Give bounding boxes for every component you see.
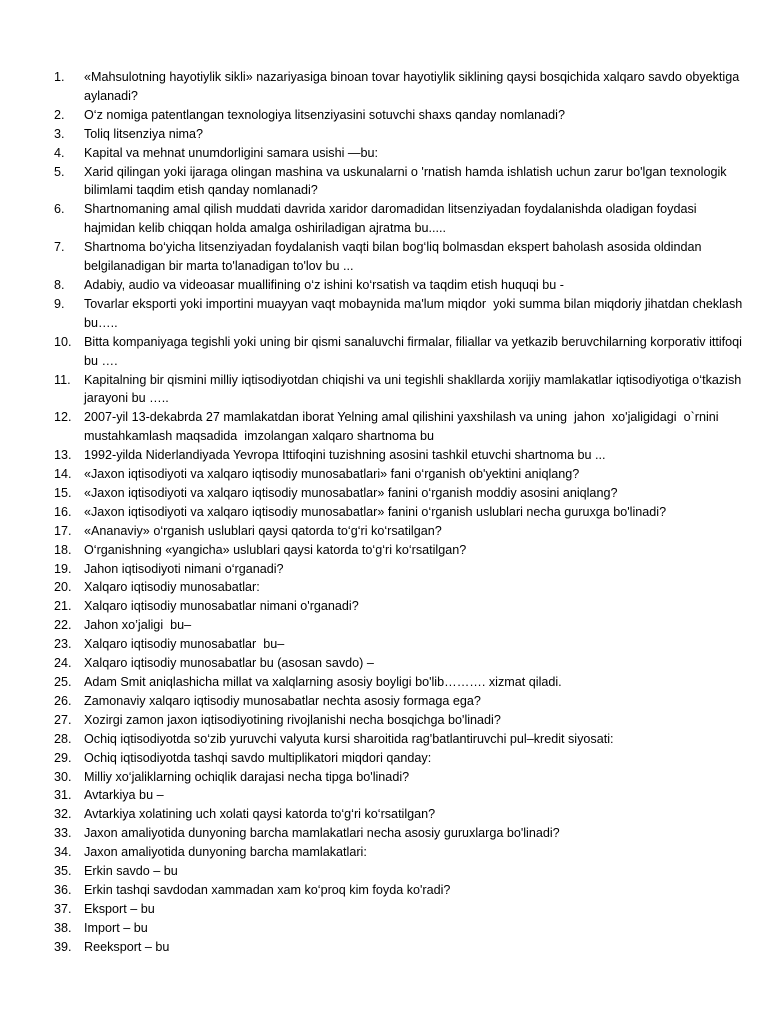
item-text: Reeksport – bu	[84, 939, 170, 954]
item-text: Import – bu	[84, 920, 148, 935]
list-item	[54, 371, 744, 409]
item-text: Jaxon amaliyotida dunyoning barcha mamlakatlari:	[84, 845, 367, 860]
item-number: 31.	[54, 788, 72, 803]
list-item	[54, 200, 744, 238]
item-number: 38.	[54, 920, 72, 935]
list-item	[54, 446, 744, 465]
item-number: 13.	[54, 448, 72, 463]
list-item	[54, 749, 744, 768]
item-number: 28.	[54, 731, 72, 746]
item-number: 34.	[54, 845, 72, 860]
item-text: Xozirgi zamon jaxon iqtisodiyotining rivojlanishi necha bosqichga bo'linadi?	[84, 712, 501, 727]
list-item	[54, 616, 744, 635]
list-item	[54, 824, 744, 843]
item-text: Xalqaro iqtisodiy munosabatlar bu (asosan savdo) –	[84, 656, 374, 671]
question-list	[54, 68, 744, 957]
item-number: 3.	[54, 126, 65, 141]
item-text: 2007-yil 13-dekabrda 27 mamlakatdan iborat Yelning amal qilishini yaxshilash va uning jahon xo'jaligidagi o`rnini mustahkamlash maqsadida imzolangan xalqaro shartnoma bu	[84, 410, 723, 444]
item-number: 14.	[54, 467, 72, 482]
item-number: 9.	[54, 296, 65, 311]
list-item	[54, 843, 744, 862]
list-item	[54, 522, 744, 541]
item-text: Eksport – bu	[84, 901, 155, 916]
list-item	[54, 786, 744, 805]
item-text: Avtarkiya bu –	[84, 788, 164, 803]
item-text: Erkin tashqi savdodan xammadan xam ko‘proq kim foyda ko'radi?	[84, 882, 451, 897]
item-number: 2.	[54, 107, 65, 122]
item-text: O‘z nomiga patentlangan texnologiya litsenziyasini sotuvchi shaxs qanday nomlanadi?	[84, 107, 565, 122]
item-number: 5.	[54, 164, 65, 179]
item-text: 1992-yilda Niderlandiyada Yevropa Ittifoqini tuzishning asosini tashkil etuvchi shartnoma bu ...	[84, 448, 606, 463]
item-number: 22.	[54, 618, 72, 633]
item-text: Ochiq iqtisodiyotda so‘zib yuruvchi valyuta kursi sharoitida rag'batlantiruvchi pul–kredit siyosati:	[84, 731, 614, 746]
item-number: 6.	[54, 202, 65, 217]
list-item	[54, 163, 744, 201]
item-number: 20.	[54, 580, 72, 595]
item-number: 30.	[54, 769, 72, 784]
item-text: Xalqaro iqtisodiy munosabatlar bu–	[84, 637, 285, 652]
item-text: Jaxon amaliyotida dunyoning barcha mamlakatlari necha asosiy guruxlarga bo'linadi?	[84, 826, 560, 841]
item-number: 36.	[54, 882, 72, 897]
list-item	[54, 503, 744, 522]
list-item	[54, 144, 744, 163]
item-text: Adabiy, audio va videoasar muallifining o‘z ishini ko‘rsatish va taqdim etish huquqi bu -	[84, 277, 564, 292]
item-number: 16.	[54, 504, 72, 519]
list-item	[54, 560, 744, 579]
item-text: Kapitalning bir qismini milliy iqtisodiyotdan chiqishi va uni tegishli shakllarda xorijiy mamlakatlar iqtisodiyotiga o‘tkazish jarayoni bu …..	[84, 372, 745, 406]
item-number: 21.	[54, 599, 72, 614]
list-item	[54, 578, 744, 597]
list-item	[54, 541, 744, 560]
item-text: O‘rganishning «yangicha» uslublari qaysi katorda to‘g‘ri ko‘rsatilgan?	[84, 542, 467, 557]
list-item	[54, 938, 744, 957]
list-item	[54, 106, 744, 125]
list-item	[54, 238, 744, 276]
item-number: 23.	[54, 637, 72, 652]
item-text: Avtarkiya xolatining uch xolati qaysi katorda to‘g‘ri ko‘rsatilgan?	[84, 807, 436, 822]
item-text: Zamonaviy xalqaro iqtisodiy munosabatlar nechta asosiy formaga ega?	[84, 693, 481, 708]
list-item	[54, 673, 744, 692]
item-number: 18.	[54, 542, 72, 557]
item-text: Adam Smit aniqlashicha millat va xalqlarning asosiy boyligi bo'lib………. xizmat qiladi.	[84, 675, 562, 689]
item-text: Shartnomaning amal qilish muddati davrida xaridor daromadidan litsenziyadan foydalanishda oladigan foydasi hajmidan kelib chiqqan holda amalga oshiriladigan ajratma bu.....	[84, 202, 701, 236]
item-number: 24.	[54, 656, 72, 671]
list-item	[54, 730, 744, 749]
item-number: 10.	[54, 334, 72, 349]
list-item	[54, 597, 744, 616]
list-item	[54, 692, 744, 711]
item-text: Jahon iqtisodiyoti nimani o‘rganadi?	[84, 561, 284, 576]
item-number: 1.	[54, 70, 65, 84]
item-number: 15.	[54, 485, 72, 500]
list-item	[54, 862, 744, 881]
item-text: Bitta kompaniyaga tegishli yoki uning bir qismi sanaluvchi firmalar, filiallar va yetkazib beruvchilarning korporativ ittifoqi bu ….	[84, 334, 746, 368]
item-text: «Jaxon iqtisodiyoti va xalqaro iqtisodiy munosabatlari» fani o‘rganish ob'yektini aniqlang?	[84, 467, 580, 482]
list-item	[54, 295, 744, 333]
list-item	[54, 125, 744, 144]
item-text: «Jaxon iqtisodiyoti va xalqaro iqtisodiy munosabatlar» fanini o‘rganish uslublari necha guruxga bo'linadi?	[84, 504, 667, 519]
item-number: 19.	[54, 561, 72, 576]
list-item	[54, 465, 744, 484]
list-item	[54, 635, 744, 654]
item-number: 29.	[54, 750, 72, 765]
item-text: Milliy xo‘jaliklarning ochiqlik darajasi necha tipga bo'linadi?	[84, 769, 410, 784]
list-item	[54, 654, 744, 673]
item-number: 25.	[54, 675, 72, 689]
item-number: 17.	[54, 523, 72, 538]
item-number: 33.	[54, 826, 72, 841]
item-number: 39.	[54, 939, 72, 954]
item-number: 35.	[54, 864, 72, 879]
list-item	[54, 900, 744, 919]
item-text: Xalqaro iqtisodiy munosabatlar:	[84, 580, 260, 595]
item-text: «Jaxon iqtisodiyoti va xalqaro iqtisodiy munosabatlar» fanini o‘rganish moddiy asosini aniqlang?	[84, 485, 618, 500]
list-item	[54, 68, 744, 106]
item-number: 12.	[54, 410, 72, 425]
item-text: Tovarlar eksporti yoki importini muayyan vaqt mobaynida ma'lum miqdor yoki summa bilan miqdoriy jihatdan cheklash bu…..	[84, 296, 746, 330]
list-item	[54, 768, 744, 787]
list-item	[54, 333, 744, 371]
item-number: 32.	[54, 807, 72, 822]
item-text: «Ananaviy» o‘rganish uslublari qaysi qatorda to‘g‘ri ko‘rsatilgan?	[84, 523, 442, 538]
item-number: 11.	[54, 372, 71, 387]
item-number: 8.	[54, 277, 65, 292]
item-text: Shartnoma bo‘yicha litsenziyadan foydalanish vaqti bilan bog‘liq bolmasdan ekspert baholash asosida oldindan belgilanadigan bir marta to'lanadigan to'lov bu ...	[84, 240, 705, 274]
list-item	[54, 805, 744, 824]
item-text: Xalqaro iqtisodiy munosabatlar nimani o'rganadi?	[84, 599, 359, 614]
item-number: 26.	[54, 693, 72, 708]
item-text: Jahon xo’jaligi bu–	[84, 618, 192, 633]
item-text: Ochiq iqtisodiyotda tashqi savdo multiplikatori miqdori qanday:	[84, 750, 432, 765]
list-item	[54, 919, 744, 938]
list-item	[54, 711, 744, 730]
item-text: Toliq litsenziya nima?	[84, 126, 203, 141]
item-number: 37.	[54, 901, 72, 916]
list-item	[54, 408, 744, 446]
item-number: 7.	[54, 240, 65, 255]
item-text: Erkin savdo – bu	[84, 864, 178, 879]
list-item	[54, 881, 744, 900]
item-text: Xarid qilingan yoki ijaraga olingan mashina va uskunalarni o 'rnatish hamda ishlatish uchun zarur bo'lgan texnologik bilimlami taqdim etish qanday nomlanadi?	[84, 164, 731, 198]
item-text: «Mahsulotning hayotiylik sikli» nazariyasiga binoan tovar hayotiylik siklining qaysi bosqichida xalqaro savdo obyektiga aylanadi?	[84, 70, 743, 103]
list-item	[54, 484, 744, 503]
item-number: 27.	[54, 712, 72, 727]
item-text: Kapital va mehnat unumdorligini samara usishi —bu:	[84, 145, 379, 160]
list-item	[54, 276, 744, 295]
item-number: 4.	[54, 145, 65, 160]
